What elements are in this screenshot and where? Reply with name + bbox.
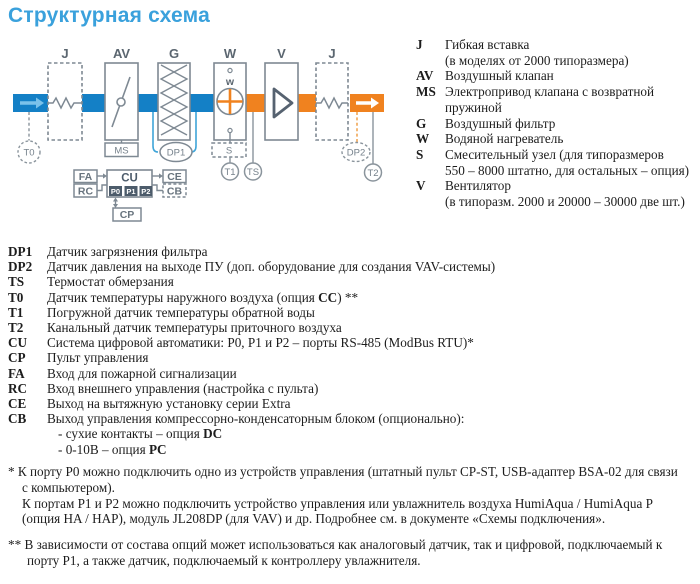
input-rc-label: RC bbox=[77, 185, 94, 198]
sensor-ts-label: TS bbox=[246, 167, 260, 178]
legend-item-v: V Вентилятор (в типоразм. 2000 и 20000 – 30000 две шт.) bbox=[416, 178, 685, 210]
sensor-dp1-label: DP1 bbox=[166, 147, 186, 159]
abbr-item-cu: CU Система цифровой автоматики: P0, P1 и P2 – порты RS-485 (ModBus RTU)* bbox=[8, 335, 474, 351]
section-label-w: W bbox=[223, 46, 237, 61]
sensor-t1-label: T1 bbox=[224, 167, 236, 178]
legend-item-ms: MS Электропривод клапана с возвратной пружиной bbox=[416, 84, 655, 115]
abbr-item-ce: CE Выход на вытяжную установку серии Extra bbox=[8, 396, 291, 412]
legend-item-av: AV Воздушный клапан bbox=[416, 68, 554, 84]
section-label-v: V bbox=[277, 46, 286, 61]
structural-diagram bbox=[0, 0, 410, 230]
output-ce-label: CE bbox=[167, 170, 182, 183]
flexible-insert-2 bbox=[316, 63, 348, 140]
heater-port-bottom bbox=[228, 128, 232, 132]
footnote-1: * К порту P0 можно подключить одно из устройств управления (штатный пульт CP-ST, USB-адаптер BSA-02 для связи с компьютером). К портам P1 и P2 можно подключить устройство управления или увлажнитель воздуха HumiAqua / HumiAqua P (опция HA / HAP), модуль JL208DP (для VAV) и др. Подробнее см. в документе «Схемы подключения». bbox=[8, 464, 678, 527]
air-valve bbox=[105, 63, 138, 140]
legend-item-w: W Водяной нагреватель bbox=[416, 131, 564, 147]
cp-arrow-up-icon bbox=[113, 198, 118, 202]
legend-item-g: G Воздушный фильтр bbox=[416, 115, 556, 131]
panel-cp-label: CP bbox=[119, 209, 135, 221]
abbr-item-ts: TS Термостат обмерзания bbox=[8, 274, 174, 290]
sensor-t0-label: T0 bbox=[23, 147, 35, 159]
abbr-item-cb-sub-pc: - 0-10В – опция PC bbox=[58, 441, 167, 457]
abbr-item-cp: CP Пульт управления bbox=[8, 350, 149, 366]
abbr-item-dp2: DP2 Датчик давления на выходе ПУ (доп. оборудование для создания VAV-системы) bbox=[8, 259, 496, 275]
section-label-j2: J bbox=[328, 46, 336, 61]
air-filter bbox=[158, 63, 190, 140]
section-label-av: AV bbox=[112, 46, 131, 61]
abbr-item-t2: T2 Канальный датчик температуры приточного воздуха bbox=[8, 320, 342, 336]
abbr-item-fa: FA Вход для пожарной сигнализации bbox=[8, 365, 237, 381]
component-legend bbox=[416, 37, 698, 210]
port-p1-label: P1 bbox=[126, 186, 136, 196]
fan bbox=[265, 63, 298, 140]
footnote-2-marker: ** bbox=[8, 537, 22, 552]
input-fa-label: FA bbox=[78, 170, 93, 183]
sensor-ts bbox=[245, 112, 262, 180]
page-title: Структурная схема bbox=[8, 4, 210, 27]
abbr-item-cb: CB Выход управления компрессорно-конденсаторным блоком (опционально): bbox=[8, 411, 465, 427]
output-cb-label: CB bbox=[166, 185, 183, 198]
section-label-j1: J bbox=[61, 46, 69, 61]
abbreviation-list bbox=[8, 244, 696, 457]
legend-item-j: J Гибкая вставка (в моделях от 2000 типоразмера) bbox=[416, 37, 629, 68]
abbr-item-t1: T1 Погружной датчик температуры обратной воды bbox=[8, 304, 315, 320]
actuator-ms-label: MS bbox=[114, 145, 129, 157]
flexible-insert-1 bbox=[48, 63, 82, 140]
legend-item-s: S Смесительный узел (для типоразмеров 550 – 8000 штатно, для остальных – опция) bbox=[416, 146, 690, 178]
controller-cu-label: CU bbox=[121, 172, 138, 185]
port-p2-label: P2 bbox=[141, 186, 151, 196]
sensor-t0 bbox=[18, 112, 40, 163]
water-heater bbox=[214, 63, 246, 140]
abbr-item-rc: RC Вход внешнего управления (настройка с пульта) bbox=[8, 380, 319, 396]
mixing-unit-s-label: S bbox=[225, 145, 233, 157]
heater-icon bbox=[217, 89, 243, 115]
control-unit-cluster bbox=[74, 170, 186, 221]
port-p0-label: P0 bbox=[110, 186, 121, 196]
actuator-ms bbox=[105, 140, 138, 157]
sensor-t2-label: T2 bbox=[367, 168, 379, 179]
heater-port-top bbox=[228, 68, 232, 72]
abbr-item-dp1: DP1 Датчик загрязнения фильтра bbox=[8, 244, 208, 259]
abbr-item-cb-sub-dc: - сухие контакты – опция DC bbox=[58, 426, 223, 442]
heater-w-label: w bbox=[225, 76, 235, 88]
footnote-2: ** В зависимости от состава опций может использоваться как аналоговый датчик, так и цифровой, подключаемый к порту P1, а также датчик, подключаемый к контроллеру увлажнителя. bbox=[8, 537, 663, 568]
abbr-item-t0: T0 Датчик температуры наружного воздуха (опция CC) ** bbox=[8, 289, 359, 305]
footnote-1-marker: * bbox=[8, 464, 15, 479]
sensor-t1 bbox=[222, 157, 239, 180]
sensor-dp2-label: DP2 bbox=[346, 147, 366, 159]
section-label-g: G bbox=[168, 46, 180, 61]
